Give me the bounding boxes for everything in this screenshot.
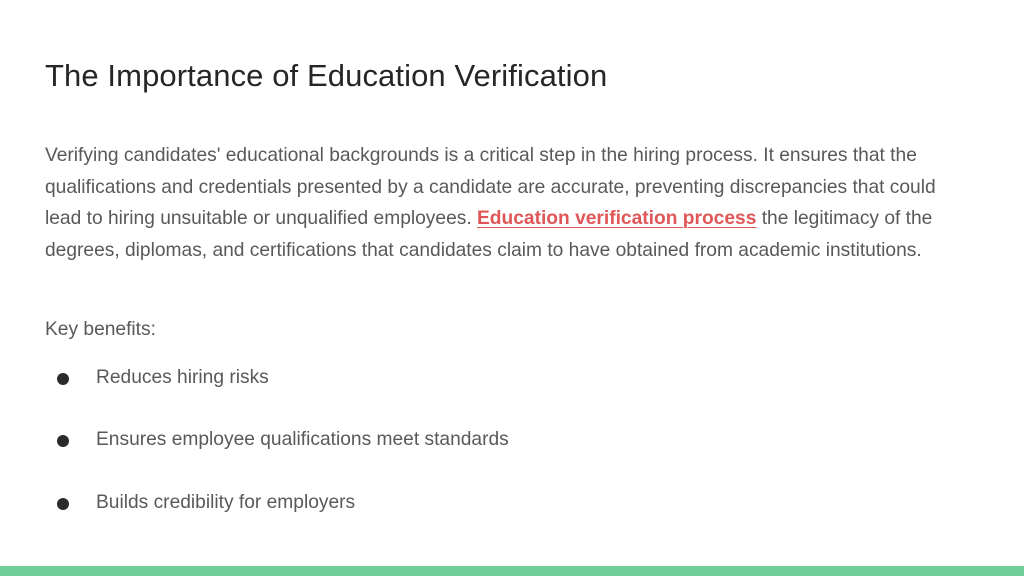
bullet-icon [57,498,69,510]
benefit-text: Ensures employee qualifications meet standards [96,429,509,450]
paragraph-lead-text: Verifying candidates' educational backgrounds is a critical step in the hiring process. It ensures that the qualifications and credentials presented by a candidate are accurate, preventing discrepancies that could lead to hiring unsuitable or unqualified employees. [45,145,936,229]
accent-footer-bar [0,566,1024,576]
bullet-icon [57,435,69,447]
bullet-icon [57,373,69,385]
education-verification-link[interactable]: Education verification process [477,208,757,229]
paragraph-tail-text: the legitimacy of the degrees, diplomas, and certifications that candidates claim to have obtained from academic institutions. [45,208,933,261]
benefit-text: Builds credibility for employers [96,492,356,513]
intro-paragraph [45,140,975,266]
key-benefits-label: Key benefits: [45,319,156,340]
benefit-text: Reduces hiring risks [96,367,269,388]
slide-title: The Importance of Education Verification [45,58,608,93]
